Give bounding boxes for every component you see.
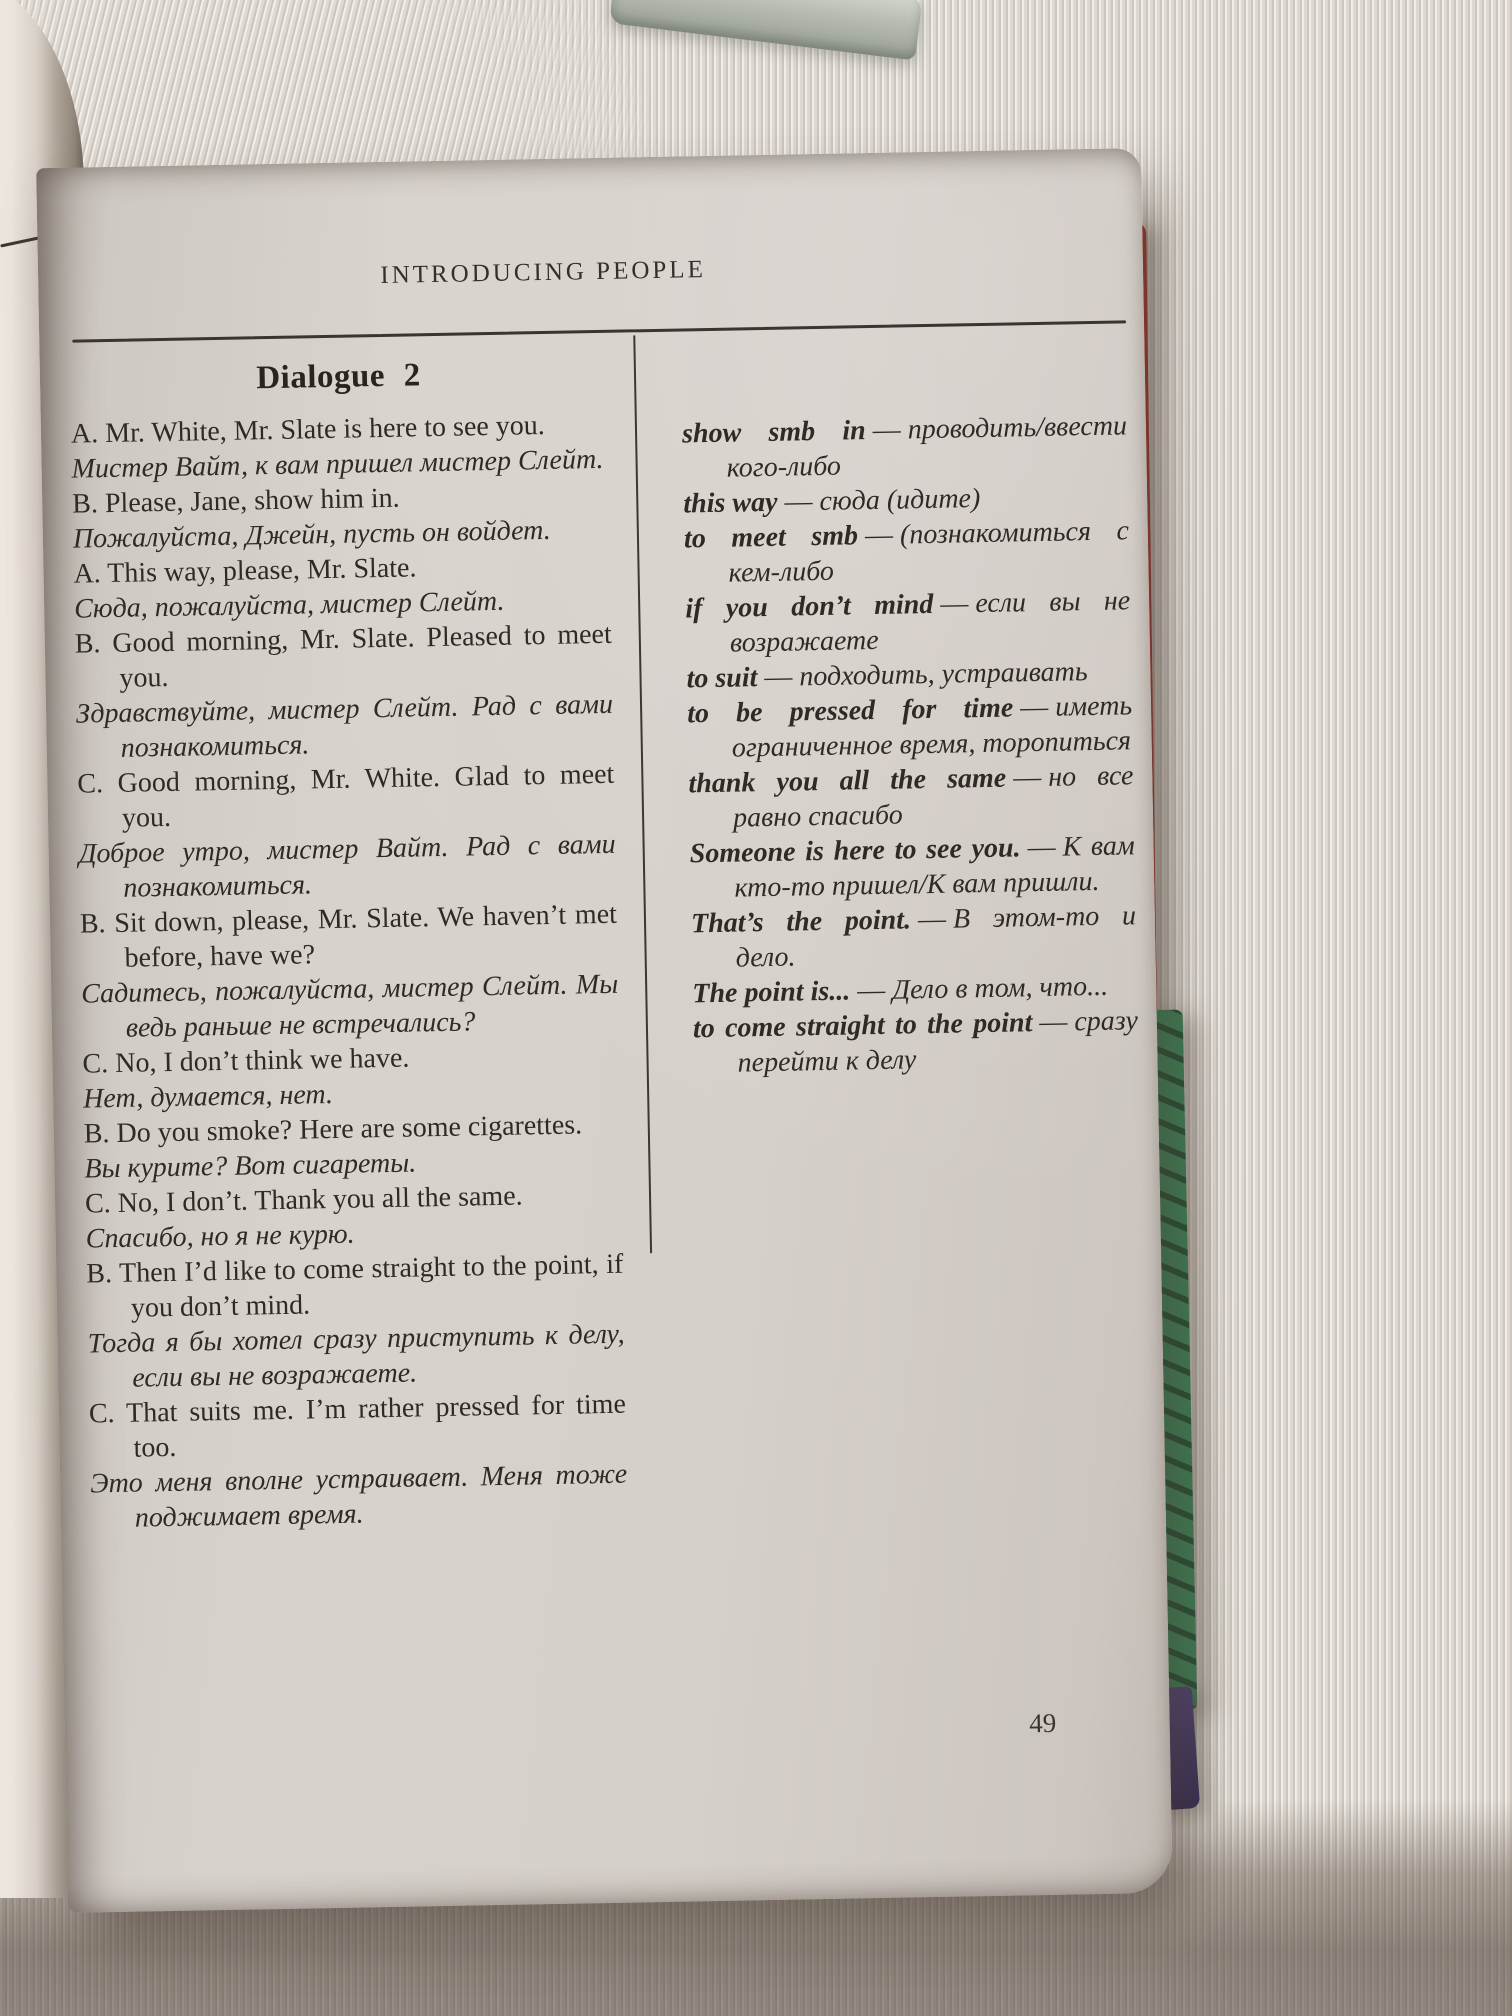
vocab-entry (684, 513, 1130, 591)
vocab-dash: — (1012, 761, 1042, 794)
dialogue-text: B. Sit down, please, Mr. Slate. We haven’t met before, have we? (79, 898, 618, 974)
vocab-dash: — (872, 414, 901, 446)
vocab-translation: Дело в том, что... (891, 970, 1109, 1006)
vocab-entry (685, 583, 1131, 661)
dialogue-text: Пожалуйста, Джейн, пусть он войдет. (72, 514, 552, 555)
header-rule (72, 320, 1126, 342)
vocab-dash: — (864, 519, 894, 552)
vocab-term: Someone is here to see you. (689, 832, 1021, 870)
dialogue-text: Это меня вполне устраивает. Меня тоже поджимает время. (89, 1458, 628, 1534)
vocab-translation: подходить, устраивать (799, 656, 1088, 693)
vocab-dash: — (940, 588, 969, 620)
dialogue-lines (71, 407, 628, 1537)
vocab-term: That’s the point. (690, 904, 912, 940)
vocab-dash: — (784, 486, 813, 518)
dialogue-text: C. No, I don’t. Thank you all the same. (84, 1180, 523, 1220)
dialogue-text: Мистер Вайт, к вам пришел мистер Слейт. (71, 443, 604, 485)
dialogue-text: Садитесь, пожалуйста, мистер Слейт. Мы ведь раньше не встречались? (80, 968, 619, 1044)
dialogue-column (70, 354, 628, 1537)
dialogue-text: Спасибо, но я не курю. (85, 1218, 355, 1255)
dialogue-text: Доброе утро, мистер Вайт. Рад с вами познакомиться. (78, 828, 616, 904)
vocab-term: this way (683, 486, 778, 520)
dialogue-line (80, 897, 618, 977)
dialogue-text: A. This way, please, Mr. Slate. (73, 552, 417, 590)
vocabulary-column (681, 344, 1147, 1525)
vocab-dash: — (917, 903, 947, 936)
dialogue-line (90, 1457, 628, 1537)
vocab-entry (693, 1003, 1139, 1081)
vocab-entry (691, 898, 1137, 976)
dialogue-text: Тогда я бы хотел сразу приступить к делу, если вы не возражаете. (87, 1318, 625, 1394)
vocab-term: thank you all the same (688, 762, 1007, 800)
dialogue-text: B. Good morning, Mr. Slate. Pleased to meet you. (74, 618, 613, 694)
dialogue-text: B. Then I’d like to come straight to the point, if you don’t mind. (86, 1248, 624, 1324)
vocab-term: show smb in (681, 415, 866, 450)
vocab-entry (682, 408, 1128, 486)
dialogue-text: B. Please, Jane, show him in. (71, 482, 400, 520)
vocab-term: to come straight to the point (692, 1007, 1033, 1045)
dialogue-text: Вы курите? Вот сигареты. (84, 1147, 417, 1185)
vocab-translation: иметь ограниченное время, торопиться (731, 690, 1133, 764)
vocab-dash: — (1039, 1006, 1068, 1039)
vocab-dash: — (856, 974, 886, 1007)
dialogue-line (81, 967, 619, 1047)
dialogue-line (77, 757, 615, 837)
dialogue-line (87, 1317, 625, 1397)
section-title: Dialogue 2 (255, 357, 421, 397)
book-page (36, 148, 1173, 1913)
dialogue-line (75, 617, 613, 697)
vocab-dash: — (1019, 691, 1049, 724)
vocab-term: to suit (686, 662, 758, 695)
dialogue-text: A. Mr. White, Mr. Slate is here to see you. (70, 409, 546, 450)
vocab-translation: проводить/ввести кого-либо (726, 410, 1128, 484)
dialogue-line (78, 827, 616, 907)
vocab-entry (689, 828, 1135, 906)
dialogue-text: B. Do you smoke? Here are some cigarettes. (83, 1109, 583, 1150)
vocab-translation: сразу перейти к делу (737, 1005, 1139, 1079)
dialogue-line (89, 1387, 627, 1467)
vocab-translation: но все равно спасибо (732, 760, 1134, 834)
dialogue-text: C. No, I don’t think we have. (82, 1042, 410, 1080)
dialogue-text: Сюда, пожалуйста, мистер Слейт. (73, 585, 505, 625)
vocab-translation: К вам кто-то пришел/К вам пришли. (734, 830, 1135, 904)
vocab-dash: — (764, 661, 793, 694)
dialogue-text: C. Good morning, Mr. White. Glad to meet you. (77, 758, 615, 834)
page-columns (70, 344, 1147, 1536)
dialogue-line (86, 1247, 624, 1327)
page-number: 49 (1028, 1707, 1057, 1739)
dialogue-text: Нет, думается, нет. (82, 1078, 334, 1115)
dialogue-text: Здравствуйте, мистер Слейт. Рад с вами познакомиться. (75, 688, 614, 764)
vocab-dash: — (1027, 831, 1056, 864)
vocab-translation: сюда (идите) (819, 483, 981, 517)
vocab-translation: (познакомиться с кем-либо (728, 515, 1130, 589)
vocab-entry (687, 688, 1133, 766)
vocab-translation: если вы не возражаете (729, 585, 1131, 659)
running-head: INTRODUCING PEOPLE (380, 256, 707, 289)
dialogue-text: C. That suits me. I’m rather pressed for time too. (88, 1388, 627, 1464)
vocab-translation: В этом-то и дело. (735, 900, 1137, 974)
dialogue-line (76, 687, 614, 767)
vocab-term: to meet smb (683, 520, 859, 555)
vocab-term: The point is... (692, 975, 851, 1010)
vocab-term: to be pressed for time (686, 692, 1014, 730)
vocab-term: if you don’t mind (685, 588, 934, 625)
vocab-entry (688, 758, 1134, 836)
